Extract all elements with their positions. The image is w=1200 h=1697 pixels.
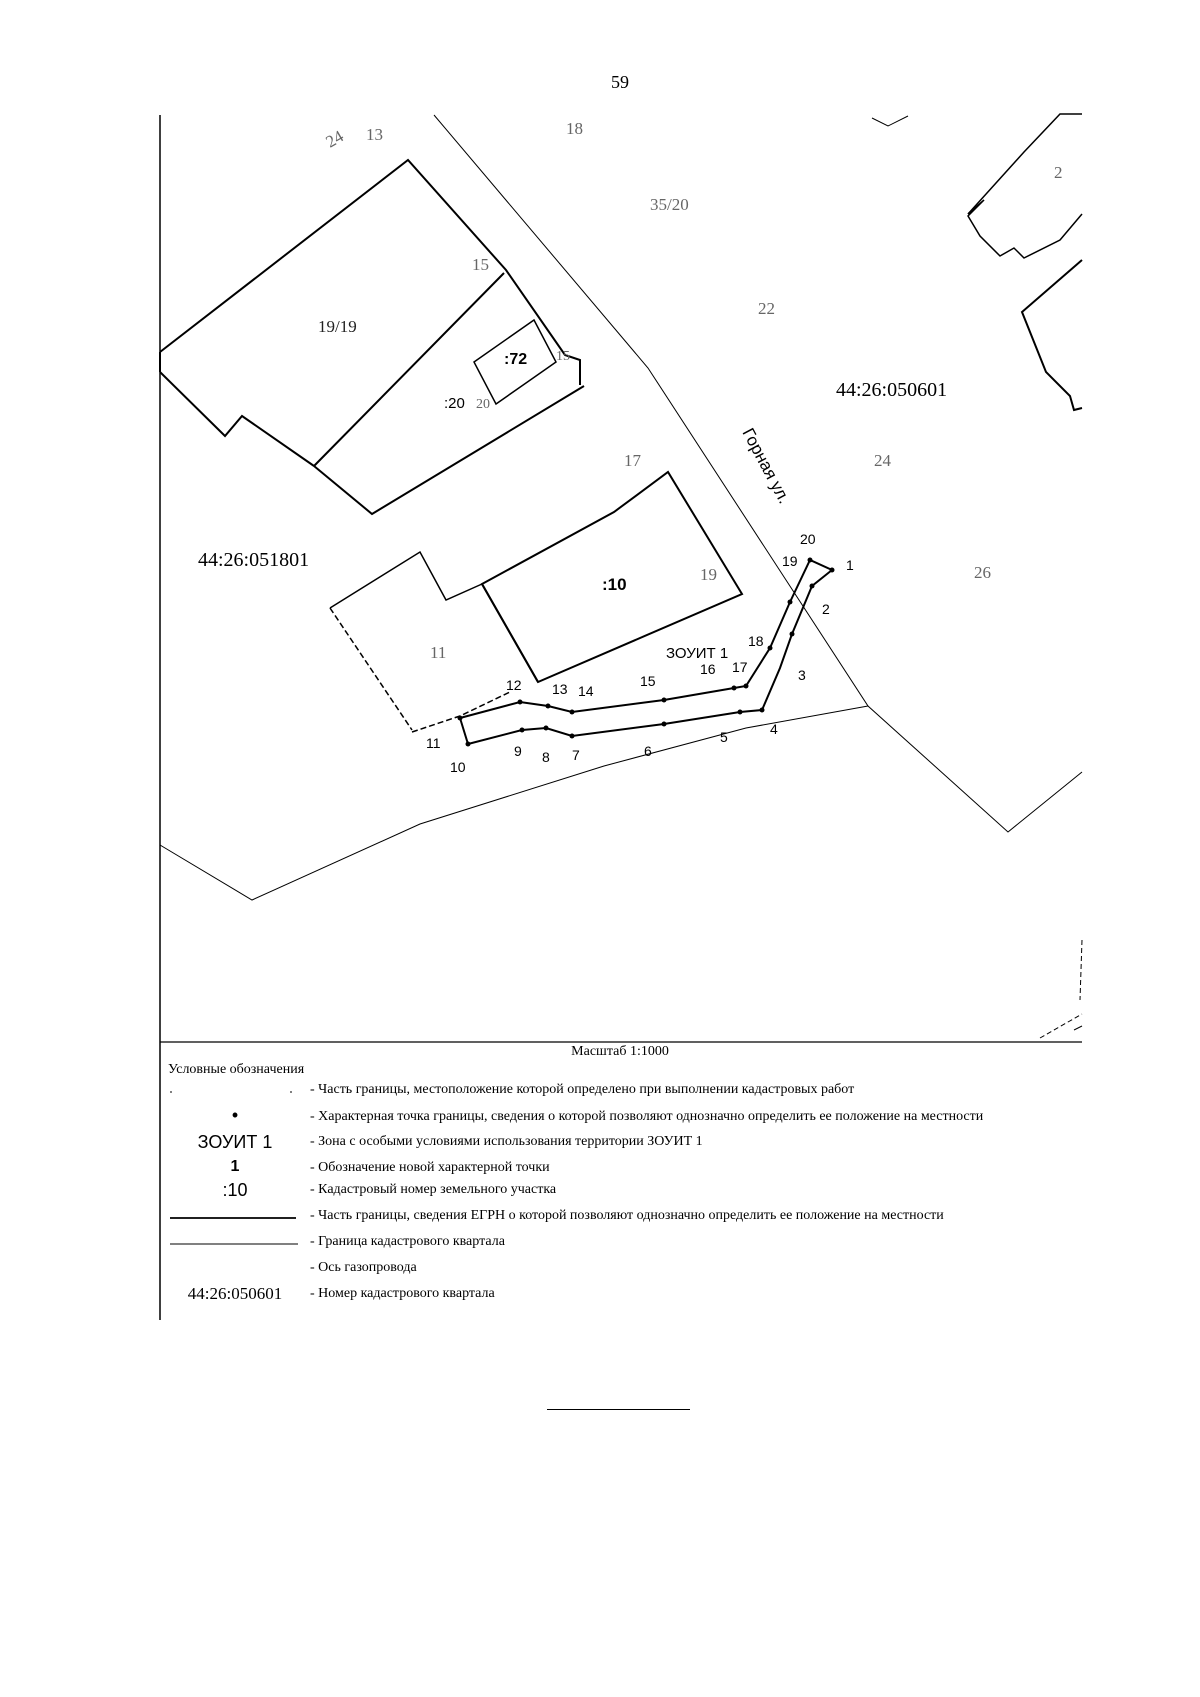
legend-text: - Номер кадастрового квартала [310,1286,495,1301]
legend-title: Условные обозначения [168,1062,305,1077]
legend-row [160,1078,1090,1104]
legend-symbol-point: • [231,1105,239,1125]
label-35-20: 35/20 [650,195,689,214]
point-8 [544,726,549,731]
point-label-11: 11 [426,735,441,751]
point-3 [790,632,795,637]
legend-symbol-quarter-number: 44:26:050601 [187,1284,283,1303]
label-22: 22 [758,299,775,318]
point-19 [788,600,793,605]
point-2 [810,584,815,589]
point-label-12: 12 [506,677,522,693]
label-26: 26 [974,563,991,582]
point-12 [518,700,523,705]
legend-text: - Часть границы, местоположение которой определено при выполнении кадастровых работ [310,1082,855,1097]
point-17 [744,684,749,689]
point-label-4: 4 [770,721,778,737]
parcel-number-72: :72 [504,351,528,368]
point-label-15: 15 [640,673,656,689]
legend-symbol-quarter-line [160,1230,310,1256]
legend-text: - Часть границы, сведения ЕГРН о которой позволяют однозначно определить ее положение на местности [310,1208,944,1223]
point-label-17: 17 [732,659,748,675]
legend-text: - Граница кадастрового квартала [310,1234,505,1249]
point-15 [662,698,667,703]
point-10 [466,742,471,747]
parcel-boundary-west [160,372,314,466]
legend-symbol-point-number: 1 [230,1158,240,1175]
parcel-number-10: :10 [602,575,627,594]
point-label-20: 20 [800,531,816,547]
scale-label: Масштаб 1:1000 [571,1044,669,1059]
point-label-9: 9 [514,743,522,759]
label-19: 19 [700,565,717,584]
point-label-13: 13 [552,681,568,697]
legend-row [160,1105,1090,1131]
point-label-14: 14 [578,683,594,699]
point-label-16: 16 [700,661,716,677]
label-15-small: 15 [556,349,570,364]
legend-symbol-dashed-line [160,1078,310,1104]
zouit-1-zone [460,560,832,744]
point-label-6: 6 [644,743,652,759]
quarter-number-east: 44:26:050601 [836,379,948,401]
label-18: 18 [566,119,583,138]
point-9 [520,728,525,733]
label-17: 17 [624,451,641,470]
label-19-19: 19/19 [318,317,357,336]
quarter-number-west: 44:26:051801 [198,549,310,571]
point-label-8: 8 [542,749,550,765]
label-2: 2 [1054,163,1063,182]
legend-row [160,1282,1090,1308]
point-label-3: 3 [798,667,806,683]
point-1 [830,568,835,573]
legend-row [160,1178,1090,1204]
point-label-1: 1 [846,557,854,573]
legend-symbol-gas-axis [160,1256,310,1282]
point-6 [662,722,667,727]
building-right-2 [1022,260,1082,410]
quarter-boundary-south [160,706,868,900]
building-top-corner [872,116,908,126]
point-13 [546,704,551,709]
legend-row [160,1256,1090,1282]
point-label-7: 7 [572,747,580,763]
label-15: 15 [472,255,489,274]
label-13: 13 [366,125,383,144]
point-label-10: 10 [450,759,466,775]
point-7 [570,734,575,739]
label-24: 24 [322,126,347,152]
label-24b: 24 [874,451,891,470]
label-20-small: 20 [476,397,490,412]
legend-text: - Кадастровый номер земельного участка [310,1182,557,1197]
point-18 [768,646,773,651]
point-label-2: 2 [822,601,830,617]
point-20 [808,558,813,563]
parcel-divider-20 [314,273,504,466]
legend-text: - Зона с особыми условиями использования территории ЗОУИТ 1 [310,1134,703,1149]
footer-divider [547,1409,690,1410]
characteristic-points [458,558,835,747]
quarter-boundary-east [434,115,1082,832]
legend-symbol-solid-line [160,1204,310,1230]
point-14 [570,710,575,715]
zouit-label: ЗОУИТ 1 [666,645,729,662]
street-label: Горная ул. [738,424,794,507]
legend-text: - Характерная точка границы, сведения о которой позволяют однозначно определить ее положение на местности [310,1109,984,1124]
legend-symbol-parcel-number: :10 [222,1180,248,1200]
point-5 [738,710,743,715]
building-right-1 [968,114,1082,214]
point-11 [458,716,463,721]
legend-symbol-zone: ЗОУИТ 1 [197,1132,273,1152]
parcel-number-20: :20 [444,395,465,412]
point-label-19: 19 [782,553,798,569]
legend-text: - Обозначение новой характерной точки [310,1160,550,1175]
point-16 [732,686,737,691]
legend-row [160,1204,1090,1230]
legend-row [160,1130,1090,1156]
legend-text: - Ось газопровода [310,1260,417,1275]
page-number: 59 [611,72,629,92]
parcel-11-boundary [330,552,482,608]
label-11: 11 [430,643,447,662]
point-4 [760,708,765,713]
point-label-5: 5 [720,729,728,745]
point-label-18: 18 [748,633,764,649]
legend-row [160,1230,1090,1256]
